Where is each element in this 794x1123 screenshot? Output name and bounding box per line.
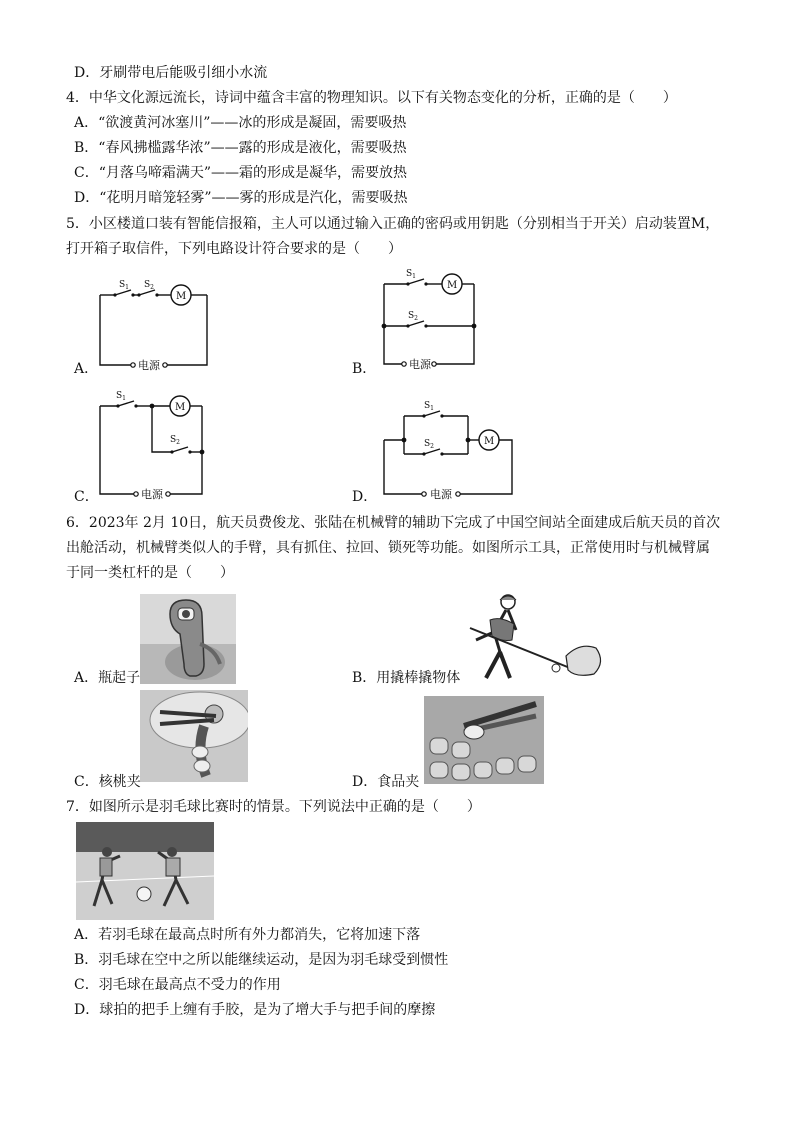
- svg-text:M: M: [484, 436, 495, 447]
- switch-s2-label: $S_2$: [144, 280, 154, 291]
- q7-stem: 7．如图所示是羽毛球比赛时的情景。下列说法中正确的是（ ）: [66, 799, 481, 815]
- svg-text:S2: $S_2$: [170, 435, 180, 446]
- q4-option-d: D．“花明月暗笼轻雾”——雾的形成是汽化，需要吸热: [74, 190, 408, 206]
- q5-option-c-label: C．: [74, 489, 99, 505]
- svg-text:S2: $S_2$: [408, 311, 418, 322]
- q5-stem-line2: 打开箱子取信件，下列电路设计符合要求的是（ ）: [66, 241, 402, 257]
- q4-stem: 4．中华文化源远流长，诗词中蕴含丰富的物理知识。以下有关物态变化的分析，正确的是（ ）: [66, 90, 677, 106]
- bottle-opener-image: [140, 594, 236, 684]
- q6-option-d: D．食品夹: [352, 774, 420, 790]
- q6-stem-line2: 出舱活动，机械臂类似人的手臂，具有抓住、拉回、锁死等功能。如图所示工具，正常使用时与机械臂属: [66, 540, 710, 556]
- svg-text:S2: $S_2$: [424, 439, 434, 450]
- circuit-diagram-b: [378, 268, 508, 378]
- q4-option-c: C．“月落乌啼霜满天”——霜的形成是凝华，需要放热: [74, 165, 408, 181]
- badminton-match-image: [76, 822, 214, 920]
- q5-option-b-label: B．: [352, 361, 377, 377]
- svg-text:S1: $S_1$: [424, 401, 434, 412]
- q5-option-d-label: D．: [352, 489, 378, 505]
- q7-option-c: C．羽毛球在最高点不受力的作用: [74, 977, 281, 993]
- q6-option-b: B．用撬棒撬物体: [352, 670, 461, 686]
- circuit-diagram-d: [378, 396, 518, 502]
- walnut-cracker-image: [140, 690, 248, 782]
- motor-m-label: M: [176, 291, 187, 302]
- q4-option-b: B．“春风拂槛露华浓”——露的形成是液化，需要吸热: [74, 140, 407, 156]
- svg-text:M: M: [175, 402, 186, 413]
- q3-option-d: D．牙刷带电后能吸引细小水流: [74, 65, 268, 81]
- circuit-diagram-a: [95, 275, 225, 375]
- svg-text:电源: 电源: [430, 488, 452, 501]
- switch-s1-label: $S_1$: [119, 280, 129, 291]
- svg-text:S1: $S_1$: [406, 269, 416, 280]
- svg-text:电源: 电源: [141, 488, 163, 501]
- svg-text:电源: 电源: [409, 358, 431, 371]
- power-source-label: 电源: [138, 359, 160, 372]
- q4-option-a: A．“欲渡黄河冰塞川”——冰的形成是凝固，需要吸热: [74, 115, 407, 131]
- q6-option-c: C．核桃夹: [74, 774, 141, 790]
- q7-option-a: A．若羽毛球在最高点时所有外力都消失，它将加速下落: [74, 927, 421, 943]
- q7-option-b: B．羽毛球在空中之所以能继续运动，是因为羽毛球受到惯性: [74, 952, 449, 968]
- q5-stem-line1: 5．小区楼道口装有智能信报箱，主人可以通过输入正确的密码或用钥匙（分别相当于开关）启动装置M，: [66, 216, 720, 232]
- q6-stem-line1: 6．2023年 2月 10日，航天员费俊龙、张陆在机械臂的辅助下完成了中国空间站全面建成后航天员的首次: [66, 515, 721, 531]
- q7-option-d: D．球拍的把手上缠有手胶，是为了增大手与把手间的摩擦: [74, 1002, 436, 1018]
- circuit-diagram-c: [96, 390, 226, 500]
- q5-option-a-label: A．: [74, 361, 99, 377]
- q6-option-a: A．瓶起子: [74, 670, 141, 686]
- svg-text:M: M: [447, 280, 458, 291]
- food-tongs-image: [424, 696, 544, 784]
- svg-text:S1: $S_1$: [116, 391, 126, 402]
- q6-stem-line3: 于同一类杠杆的是（ ）: [66, 565, 234, 581]
